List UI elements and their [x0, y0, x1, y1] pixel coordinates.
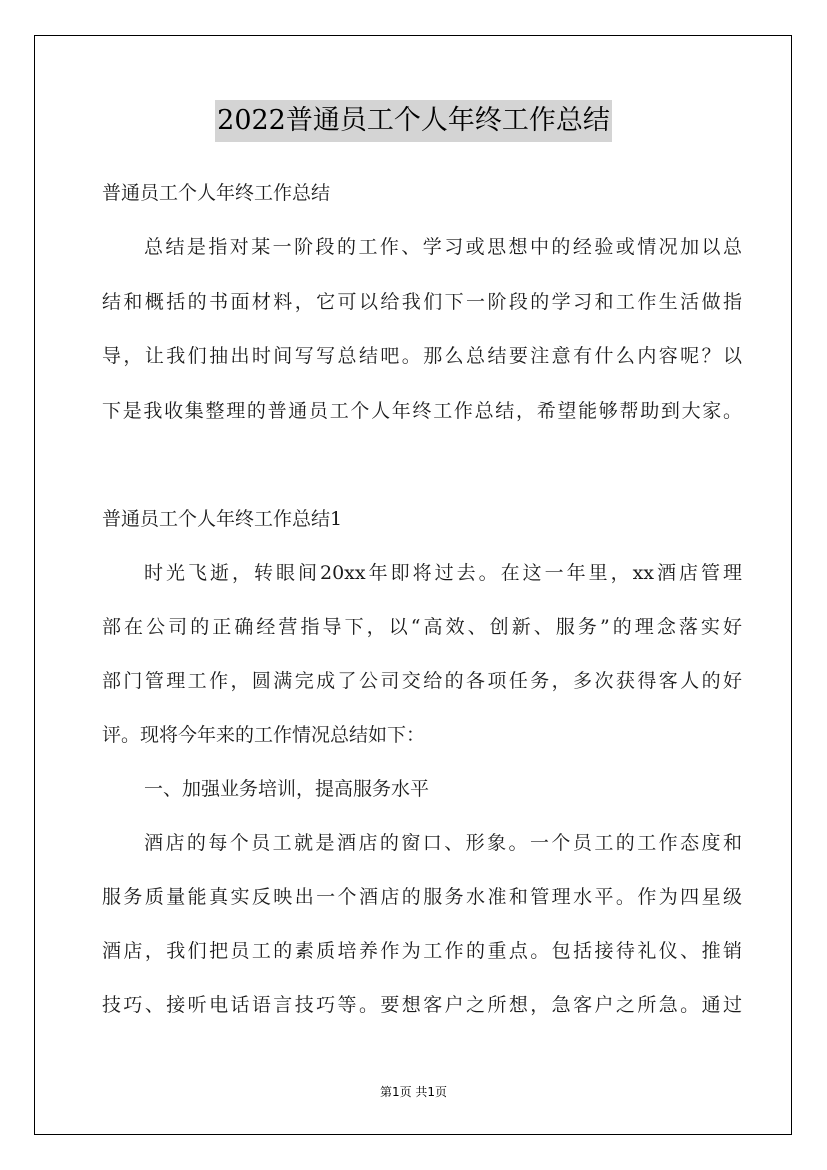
item-line-2: 服务质量能真实反映出一个酒店的服务水准和管理水平。作为四星级 — [102, 886, 742, 908]
item-line-3: 酒店，我们把员工的素质培养作为工作的重点。包括接待礼仪、推销 — [102, 940, 742, 962]
item-heading: 一、加强业务培训，提高服务水平 — [144, 778, 430, 800]
section-heading: 普通员工个人年终工作总结1 — [102, 508, 343, 530]
item-line-1: 酒店的每个员工就是酒店的窗口、形象。一个员工的工作态度和 — [144, 832, 742, 854]
title-container — [0, 100, 827, 142]
section-line-1: 时光飞逝，转眼间20xx年即将过去。在这一年里，xx酒店管理 — [144, 562, 742, 584]
intro-line-3: 导，让我们抽出时间写写总结吧。那么总结要注意有什么内容呢？以 — [102, 345, 742, 367]
subtitle: 普通员工个人年终工作总结 — [102, 182, 331, 204]
section-line-2: 部在公司的正确经营指导下，以“高效、创新、服务”的理念落实好 — [102, 616, 742, 638]
intro-line-1: 总结是指对某一阶段的工作、学习或思想中的经验或情况加以总 — [144, 236, 742, 258]
intro-line-4: 下是我收集整理的普通员工个人年终工作总结，希望能够帮助到大家。 — [102, 400, 742, 422]
section-line-4: 评。现将今年来的工作情况总结如下： — [102, 724, 426, 746]
intro-line-2: 结和概括的书面材料，它可以给我们下一阶段的学习和工作生活做指 — [102, 291, 742, 313]
section-line-3: 部门管理工作，圆满完成了公司交给的各项任务，多次获得客人的好 — [102, 670, 742, 692]
item-line-4: 技巧、接听电话语言技巧等。要想客户之所想，急客户之所急。通过 — [102, 994, 742, 1016]
document-title: 2022普通员工个人年终工作总结 — [215, 100, 612, 142]
page-footer: 第1页 共1页 — [379, 1085, 448, 1099]
